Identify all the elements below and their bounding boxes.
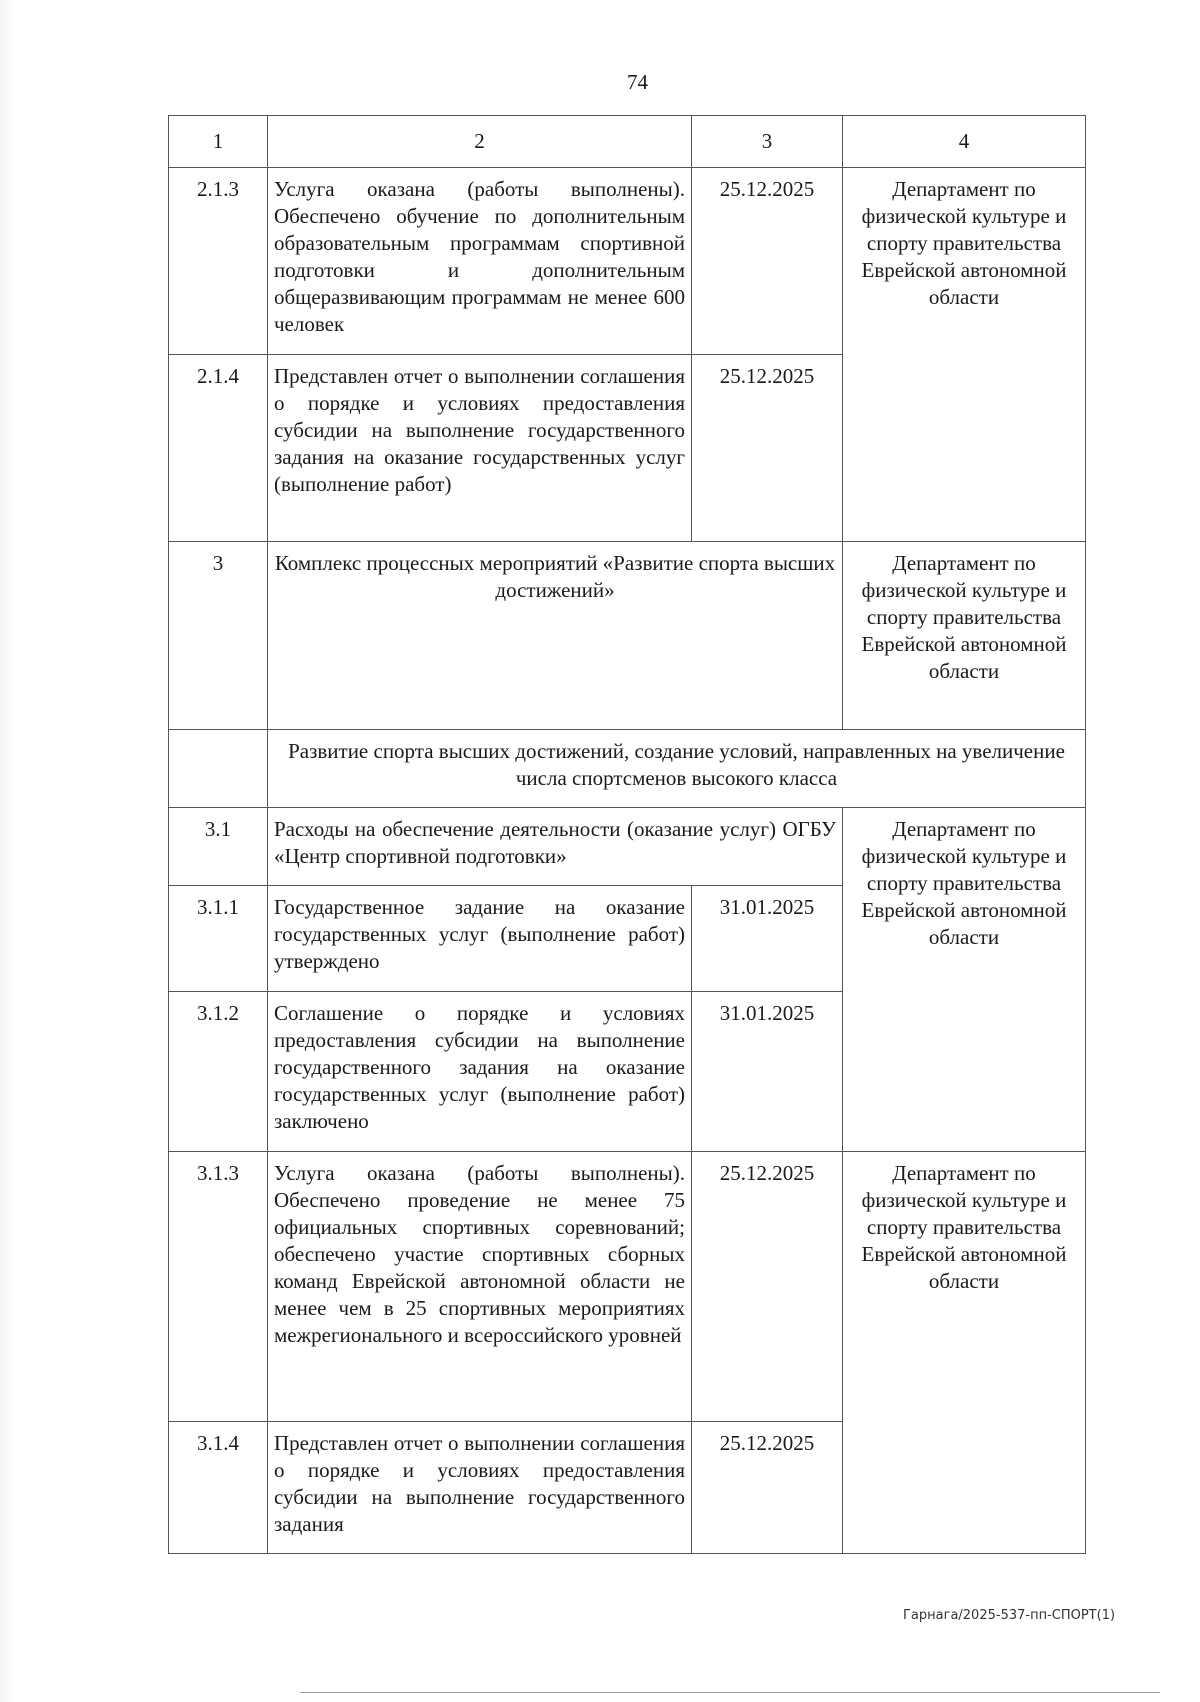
row-description: Услуга оказана (работы выполнены). Обеспечено проведение не менее 75 официальных спортивных соревнований; обеспечено участие спортивных сборных команд Еврейской автономной области не менее чем в 25 спортивных мероприятиях межрегионального и всероссийского уровней bbox=[268, 1152, 692, 1422]
table-header-row bbox=[169, 116, 1086, 168]
section-heading: Развитие спорта высших достижений, создание условий, направленных на увеличение числа спортсменов высокого класса bbox=[268, 730, 1086, 808]
bottom-divider bbox=[300, 1692, 1160, 1693]
row-description: Услуга оказана (работы выполнены). Обеспечено обучение по дополнительным образовательным программам спортивной подготовки и дополнительным общеразвивающим программам не менее 600 человек bbox=[268, 168, 692, 355]
row-description: Представлен отчет о выполнении соглашения о порядке и условиях предоставления субсидии на выполнение государственного задания на оказание государственных услуг (выполнение работ) bbox=[268, 355, 692, 542]
header-col-1: 1 bbox=[169, 116, 268, 168]
table-row bbox=[169, 542, 1086, 730]
table-row bbox=[169, 168, 1086, 355]
row-number: 3.1.1 bbox=[169, 886, 268, 992]
row-responsible: Департамент по физической культуре и спорту правительства Еврейской автономной области bbox=[843, 542, 1086, 730]
table-row bbox=[169, 1152, 1086, 1422]
page-number: 74 bbox=[627, 70, 648, 94]
document-footer-code: Гарнага/2025-537-пп-СПОРТ(1) bbox=[903, 1608, 1116, 1623]
row-number: 2.1.4 bbox=[169, 355, 268, 542]
table-row bbox=[169, 730, 1086, 808]
row-date: 31.01.2025 bbox=[692, 886, 843, 992]
row-description: Комплекс процессных мероприятий «Развитие спорта высших достижений» bbox=[268, 542, 843, 730]
row-number: 3.1 bbox=[169, 808, 268, 886]
row-number: 3.1.3 bbox=[169, 1152, 268, 1422]
row-description: Соглашение о порядке и условиях предоставления субсидии на выполнение государственного задания на оказание государственных услуг (выполнение работ) заключено bbox=[268, 992, 692, 1152]
row-responsible: Департамент по физической культуре и спорту правительства Еврейской автономной области bbox=[843, 1152, 1086, 1554]
header-col-4: 4 bbox=[843, 116, 1086, 168]
row-date: 25.12.2025 bbox=[692, 168, 843, 355]
header-col-2: 2 bbox=[268, 116, 692, 168]
row-number: 3.1.4 bbox=[169, 1422, 268, 1554]
header-col-3: 3 bbox=[692, 116, 843, 168]
row-description: Расходы на обеспечение деятельности (оказание услуг) ОГБУ «Центр спортивной подготовки» bbox=[268, 808, 843, 886]
row-date: 25.12.2025 bbox=[692, 1422, 843, 1554]
table-row bbox=[169, 808, 1086, 886]
row-number: 3.1.2 bbox=[169, 992, 268, 1152]
row-description: Представлен отчет о выполнении соглашения о порядке и условиях предоставления субсидии на выполнение государственного задания bbox=[268, 1422, 692, 1554]
row-number: 2.1.3 bbox=[169, 168, 268, 355]
row-description: Государственное задание на оказание государственных услуг (выполнение работ) утверждено bbox=[268, 886, 692, 992]
row-responsible: Департамент по физической культуре и спорту правительства Еврейской автономной области bbox=[843, 808, 1086, 1152]
plan-table bbox=[168, 115, 1086, 1554]
row-date: 25.12.2025 bbox=[692, 355, 843, 542]
row-responsible: Департамент по физической культуре и спорту правительства Еврейской автономной области bbox=[843, 168, 1086, 542]
row-number bbox=[169, 730, 268, 808]
row-number: 3 bbox=[169, 542, 268, 730]
row-date: 25.12.2025 bbox=[692, 1152, 843, 1422]
scan-edge bbox=[0, 0, 14, 1702]
row-date: 31.01.2025 bbox=[692, 992, 843, 1152]
